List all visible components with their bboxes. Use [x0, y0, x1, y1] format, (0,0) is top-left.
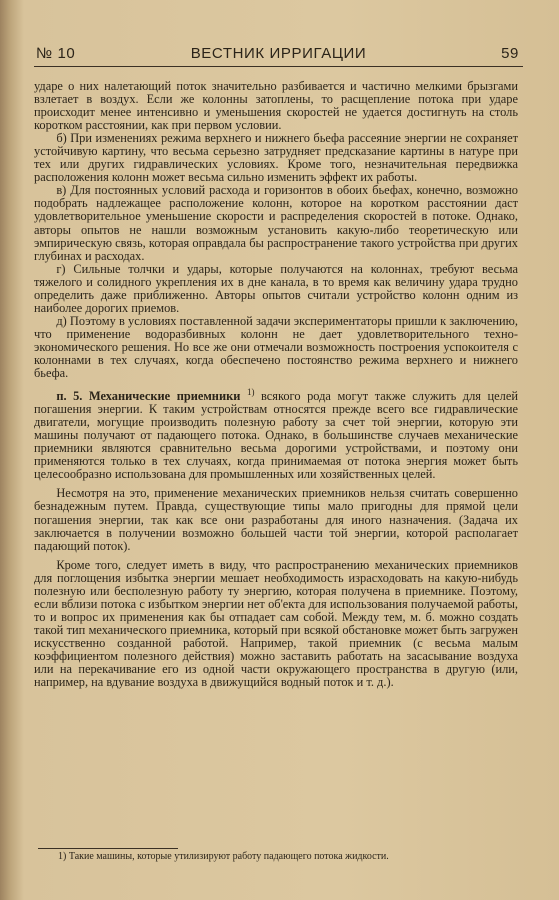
journal-title: ВЕСТНИК ИРРИГАЦИИ	[190, 45, 367, 62]
article-body	[34, 80, 518, 689]
footnote-reference: 1)	[246, 386, 255, 397]
paragraph-d: д) Поэтому в условиях поставленной задачи экспериментаторы пришли к заключению, что применение водоразбивных колонн не дает удовлетворительного техно-экономического решения. Но все же они отмечали возможность построения успокоителя с колоннами в тех случаях, когда обеспечено постоянство режима верхнего и нижнего бьефа.	[34, 313, 518, 381]
paragraph-g: г) Сильные толчки и удары, которые получаются на колоннах, требуют весьма тяжелого и солидного укрепления их в дне канала, в то время как величину удара трудно определить даже приближенно. Авторы опытов считали устройство колонн одним из наиболее дорогих приемов.	[34, 261, 518, 315]
footnote: 1) Такие машины, которые утилизируют работу падающего потока жидкости.	[58, 851, 389, 862]
issue-number: № 10	[36, 45, 76, 62]
paragraph-b: б) При изменениях режима верхнего и нижнего бьефа рассеяние энергии не сохраняет устойчивую картину, что весьма серьезно затрудняет предсказание картины в натуре при тех или других гидравлических условиях. Кроме того, незначительная передвижка расположения колонн может весьма сильно изменить эффект их работы.	[34, 131, 518, 185]
paragraph-v: в) Для постоянных условий расхода и горизонтов в обоих бьефах, конечно, возможно подобрать надлежащее расположение колонн, которое на коротком расстоянии даст удовлетворительное уменьшение скорости и распределения скоростей в потоке. Однако, авторы опытов не нашли возможным установить какую-либо теоретическую или эмпирическую связь, которая оправдала бы распространение такого устройства при других глубинах и расходах.	[34, 183, 518, 263]
section-5-paragraph	[34, 386, 518, 482]
paragraph-continued: ударе о них налетающий поток значительно разбивается и частично мелкими брызгами взлетает в воздух. Если же колонны затоплены, то расщепление потока при ударе происходит менее интенсивно и уменьшения скоростей не удается достигнуть на столь коротком расстоянии, как при первом условии.	[34, 79, 518, 133]
section-5-text: всякого рода могут также служить для целей погашения энергии. К таким устройствам относятся прежде всего все гидравлические двигатели, могущие производить полезную работу за счет той энергии, которую эти машины получают от падающего потока. Однако, в большинстве случаев механические приемники являются сравнительно весьма дорогими устройствами, и поэтому они применяются только в тех случаях, когда принимаемая от потока энергия может быть целесообразно использована для промышленных или хозяйственных целей.	[34, 389, 518, 482]
paragraph-besides: Кроме того, следует иметь в виду, что распространению механических приемников для поглощения избытка энергии мешает необходимость израсходовать на какую-нибудь полезную или бесполезную работу ту энергию, которая получена в приемнике. Поэтому, если вблизи потока с избытком энергии нет об'екта для использования получаемой работы, то и вопрос их применения как бы отпадает сам собой. Между тем, м. б. можно создать такой тип механического приемника, который при всякой обстановке может быть загружен искусственно созданной работой. Например, такой приемник (с весьма малым коэффициентом полезного действия) можно заставить работать на засасывание воздуха или на перекачивание его из одной части окружающего пространства в другую (или, например, на вдувание воздуха в движущийся водный поток и т. д.).	[34, 557, 518, 690]
section-title: п. 5. Механические приемники	[56, 389, 241, 404]
running-header	[34, 44, 523, 67]
page-number: 59	[501, 45, 519, 62]
paragraph-nevertheless: Несмотря на это, применение механических приемников нельзя считать совершенно безнадежным путем. Правда, существующие типы мало пригодны для прямой цели погашения энергии, так как все они разработаны для иного назначения. (Задача их заключается в получении возможно большей части той энергии, которой располагает падающий поток).	[34, 486, 518, 553]
footnote-divider	[38, 848, 178, 849]
